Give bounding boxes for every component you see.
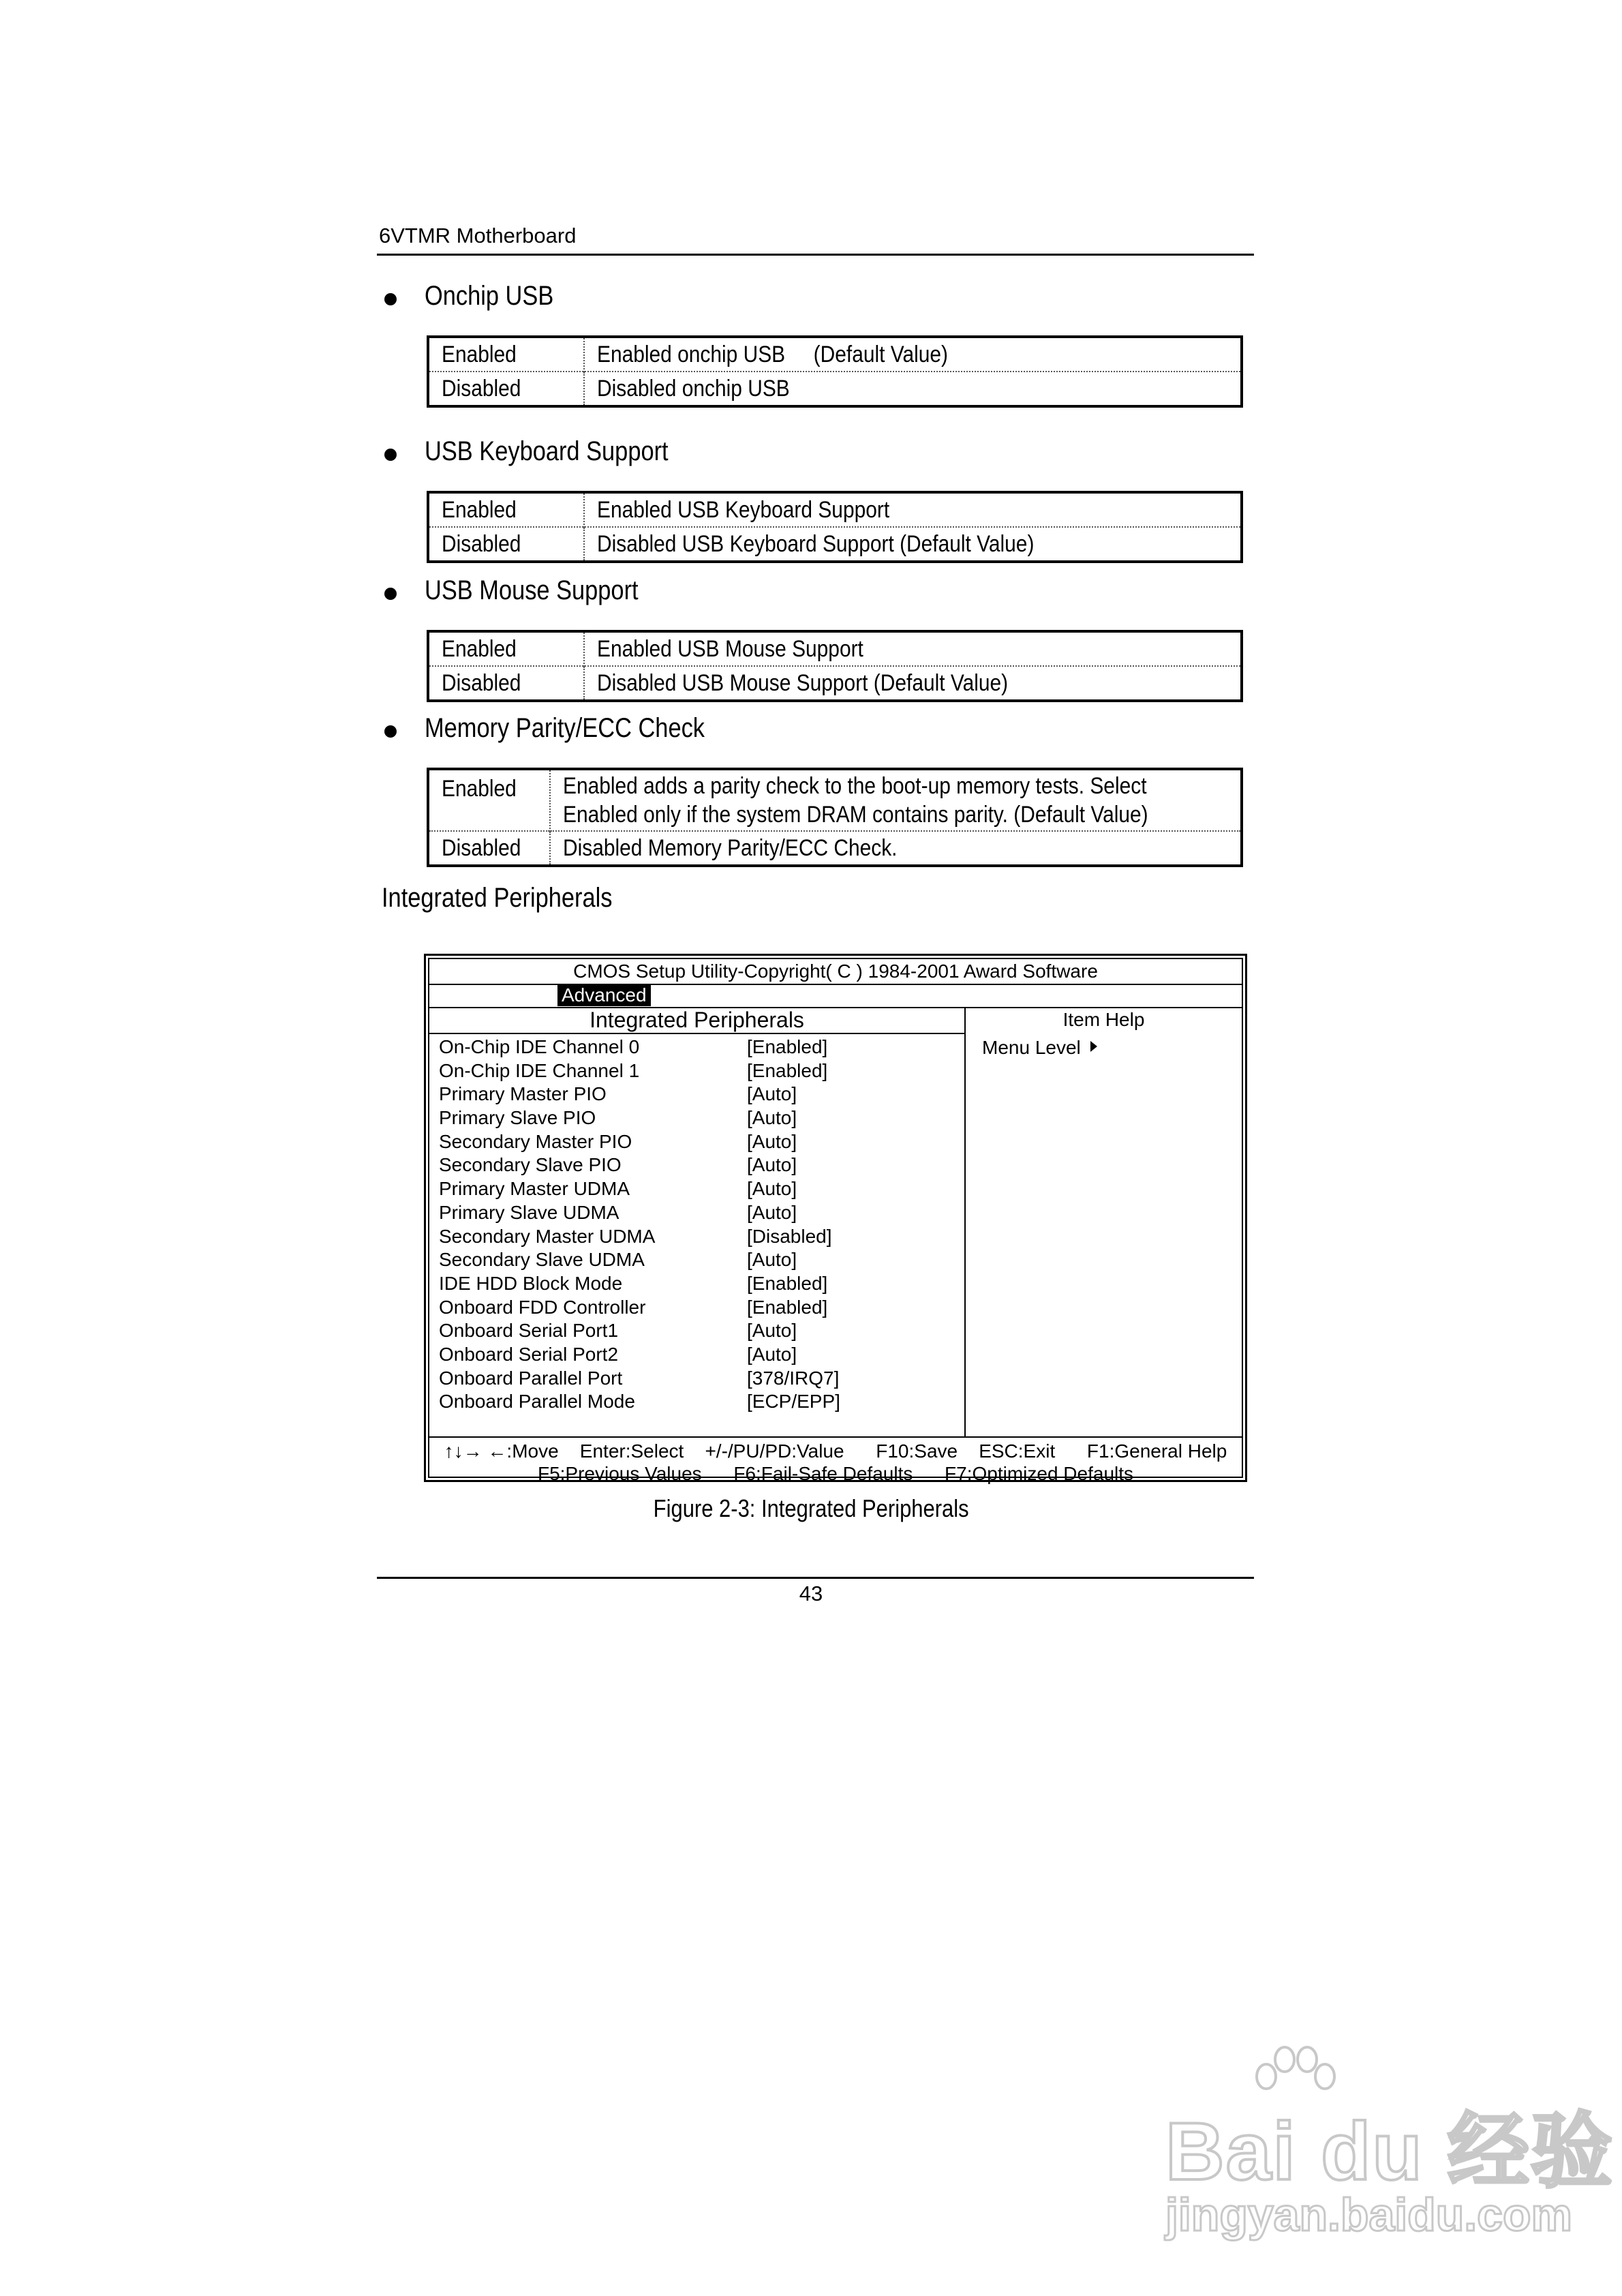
option-desc: Disabled USB Mouse Support (Default Value) <box>597 669 1009 696</box>
item-help-panel <box>966 1007 1242 1436</box>
panel-title: Integrated Peripherals <box>429 1007 964 1034</box>
setting-row[interactable] <box>439 1225 957 1249</box>
setting-label: Secondary Master PIO <box>439 1130 632 1152</box>
section-onchip-usb <box>380 281 1253 402</box>
footer-rule <box>377 1577 1254 1579</box>
table-row <box>428 372 1242 406</box>
figure-caption-text: Figure 2-3: Integrated Peripherals <box>653 1494 969 1522</box>
setting-row[interactable] <box>439 1153 957 1177</box>
setting-value[interactable]: [Enabled] <box>747 1036 828 1057</box>
setting-row[interactable] <box>439 1272 957 1296</box>
baidu-watermark <box>1152 2086 1615 2243</box>
setting-label: Onboard Serial Port1 <box>439 1320 619 1342</box>
setting-row[interactable] <box>439 1083 957 1106</box>
menu-advanced[interactable]: Advanced <box>557 984 651 1006</box>
setting-value[interactable]: [Auto] <box>747 1201 797 1223</box>
setting-value[interactable]: [Disabled] <box>747 1225 832 1247</box>
bullet-icon <box>384 588 397 600</box>
option-desc: Disabled onchip USB <box>597 375 790 402</box>
setting-label: Secondary Slave PIO <box>439 1154 622 1176</box>
setting-label: Onboard Parallel Port <box>439 1367 623 1389</box>
header-rule <box>377 254 1254 256</box>
bios-footer <box>429 1436 1242 1484</box>
setting-label: Primary Slave UDMA <box>439 1201 619 1223</box>
setting-row[interactable] <box>439 1177 957 1201</box>
running-header: 6VTMR Motherboard <box>379 224 577 247</box>
option-key: Enabled <box>442 496 517 523</box>
setting-value[interactable]: [Enabled] <box>747 1059 828 1081</box>
setting-value[interactable]: [Auto] <box>747 1154 797 1176</box>
bios-menubar <box>429 984 1242 1008</box>
option-key: Disabled <box>442 375 521 402</box>
key-hints-line2: F5:Previous Values F6:Fail-Safe Defaults F7:Optimized Defaults <box>537 1463 1134 1484</box>
setting-label: Secondary Master UDMA <box>439 1225 656 1247</box>
page-number: 43 <box>799 1582 823 1605</box>
section-heading: Integrated Peripherals <box>382 883 613 913</box>
setting-value[interactable]: [Enabled] <box>747 1272 828 1294</box>
setting-label: Onboard Serial Port2 <box>439 1343 619 1365</box>
option-desc: Enabled USB Keyboard Support <box>597 496 890 523</box>
section-title: Memory Parity/ECC Check <box>425 713 705 743</box>
table-row <box>428 527 1242 562</box>
bios-settings-panel <box>429 1007 966 1436</box>
setting-label: Primary Master PIO <box>439 1083 607 1105</box>
setting-row[interactable] <box>439 1390 957 1414</box>
setting-value[interactable]: [Auto] <box>747 1178 797 1200</box>
table-row <box>428 666 1242 701</box>
bios-screen <box>424 954 1247 1482</box>
setting-row[interactable] <box>439 1036 957 1059</box>
section-title: USB Mouse Support <box>425 575 639 605</box>
table-row <box>428 337 1242 372</box>
setting-row[interactable] <box>439 1130 957 1154</box>
options-table <box>427 491 1243 563</box>
setting-row[interactable] <box>439 1343 957 1367</box>
setting-label: Onboard FDD Controller <box>439 1296 646 1318</box>
setting-row[interactable] <box>439 1367 957 1391</box>
setting-value[interactable]: [Auto] <box>747 1083 797 1105</box>
setting-value[interactable]: [378/IRQ7] <box>747 1367 840 1389</box>
option-desc: Enabled USB Mouse Support <box>597 635 863 662</box>
setting-value[interactable]: [Auto] <box>747 1107 797 1129</box>
section-usb-keyboard <box>380 436 1253 557</box>
setting-row[interactable] <box>439 1319 957 1343</box>
option-desc: Disabled Memory Parity/ECC Check. <box>563 834 898 861</box>
table-row <box>428 769 1242 831</box>
key-hints-line1: ↑↓→ ←:Move Enter:Select +/-/PU/PD:Value F10:Save ESC:Exit F1:General Help <box>444 1440 1227 1462</box>
setting-row[interactable] <box>439 1248 957 1272</box>
setting-row[interactable] <box>439 1201 957 1225</box>
options-table <box>427 768 1243 867</box>
watermark-brand: Bai du 经验 <box>1165 2106 1615 2197</box>
watermark-url: jingyan.baidu.com <box>1165 2189 1572 2241</box>
setting-row[interactable] <box>439 1059 957 1083</box>
triangle-right-icon <box>1090 1041 1097 1052</box>
section-usb-mouse <box>380 575 1253 696</box>
options-table <box>427 335 1243 408</box>
option-key: Disabled <box>442 669 521 696</box>
table-row <box>428 831 1242 866</box>
setting-row[interactable] <box>439 1106 957 1130</box>
option-desc-line: Enabled only if the system DRAM contains parity. (Default Value) <box>563 802 1148 828</box>
settings-list <box>439 1036 957 1414</box>
menu-level-label: Menu Level <box>982 1037 1081 1058</box>
option-key: Enabled <box>442 776 517 802</box>
section-title: USB Keyboard Support <box>425 436 669 466</box>
setting-label: Onboard Parallel Mode <box>439 1391 635 1413</box>
setting-value[interactable]: [Auto] <box>747 1343 797 1365</box>
setting-label: Secondary Slave UDMA <box>439 1249 645 1271</box>
setting-value[interactable]: [Auto] <box>747 1320 797 1342</box>
setting-label: On-Chip IDE Channel 0 <box>439 1036 640 1057</box>
option-desc: Enabled onchip USB (Default Value) <box>597 341 949 367</box>
setting-value[interactable]: [Enabled] <box>747 1296 828 1318</box>
bullet-icon <box>384 449 397 461</box>
figure-caption <box>0 1494 1622 1523</box>
setting-label: IDE HDD Block Mode <box>439 1272 623 1294</box>
setting-value[interactable]: [Auto] <box>747 1249 797 1271</box>
bullet-icon <box>384 293 397 305</box>
option-desc: Disabled USB Keyboard Support (Default Value) <box>597 530 1035 557</box>
options-table <box>427 630 1243 702</box>
help-title: Item Help <box>1062 1009 1145 1030</box>
bios-title: CMOS Setup Utility-Copyright( C ) 1984-2001 Award Software <box>429 959 1242 985</box>
table-row <box>428 631 1242 666</box>
setting-label: Primary Master UDMA <box>439 1178 630 1200</box>
option-key: Enabled <box>442 635 517 662</box>
section-title: Onchip USB <box>425 281 554 311</box>
bios-frame <box>428 958 1243 1484</box>
option-key: Disabled <box>442 834 521 861</box>
option-desc-line: Enabled adds a parity check to the boot-up memory tests. Select <box>563 773 1147 799</box>
setting-value[interactable]: [Auto] <box>747 1130 797 1152</box>
setting-label: On-Chip IDE Channel 1 <box>439 1059 640 1081</box>
table-row <box>428 492 1242 527</box>
setting-label: Primary Slave PIO <box>439 1107 596 1129</box>
setting-row[interactable] <box>439 1296 957 1320</box>
option-key: Disabled <box>442 530 521 557</box>
section-memory-parity <box>380 713 1253 861</box>
setting-value[interactable]: [ECP/EPP] <box>747 1391 840 1413</box>
option-key: Enabled <box>442 341 517 367</box>
menu-level <box>982 1034 1097 1061</box>
bullet-icon <box>384 725 397 738</box>
